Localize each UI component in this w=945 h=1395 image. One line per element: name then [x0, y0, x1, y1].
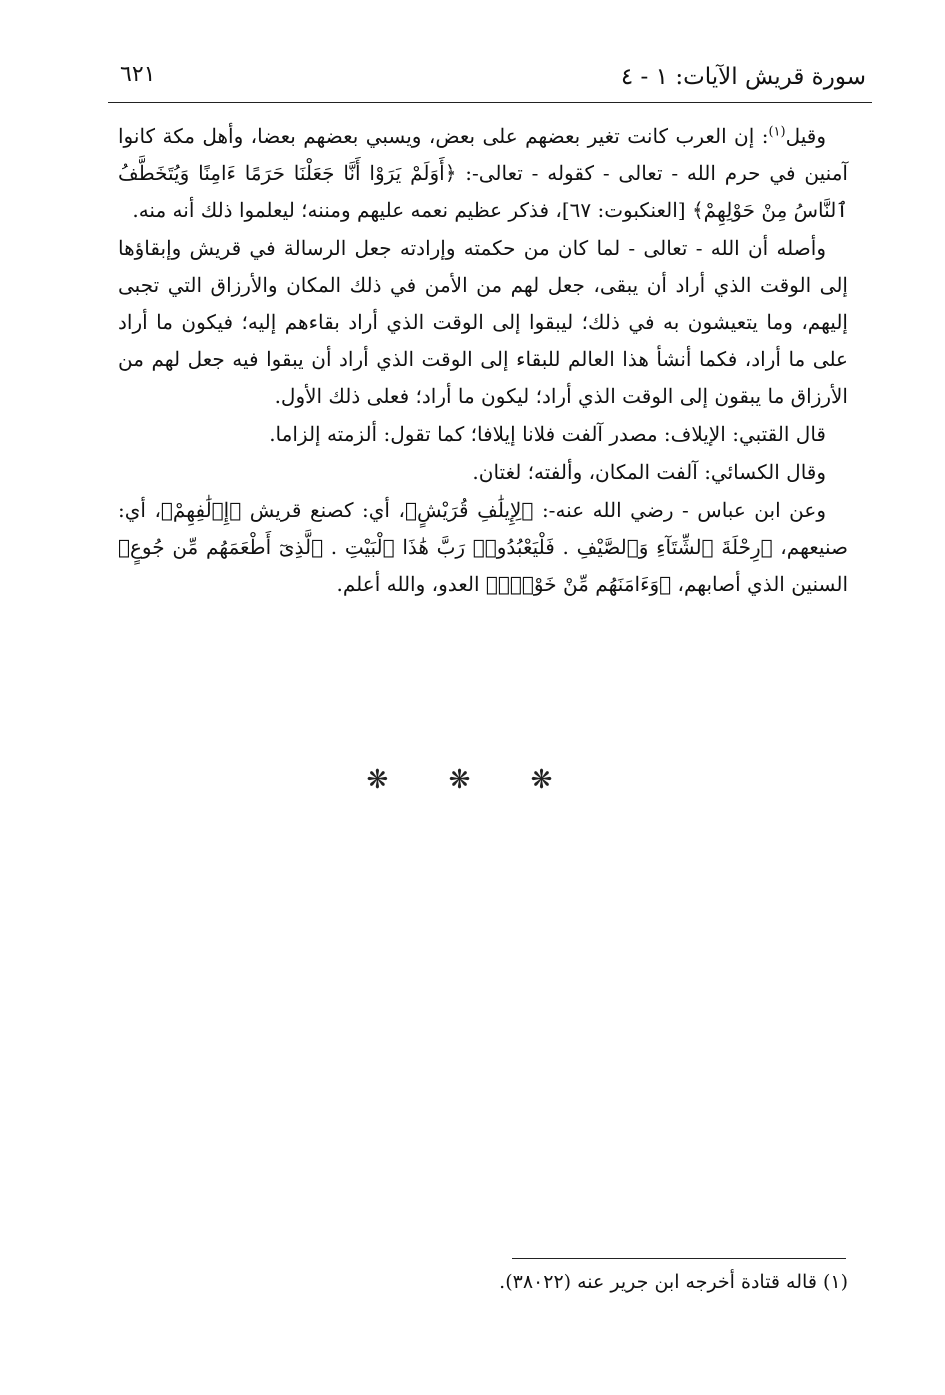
paragraph-text: وعن ابن عباس - رضي الله عنه-: ﴿لِإِيلَٰفِ قُرَيْشٍ﴾، أي: كصنع قريش ﴿إِۦلَٰفِهِمْ﴾، أي: صنيعهم، ﴿رِحْلَةَ ٱلشِّتَآءِ وَٱلصَّيْفِ . فَلْيَعْبُدُوا۟ رَبَّ هَٰذَا ٱلْبَيْتِ . ٱلَّذِىٓ أَطْعَمَهُم مِّن جُوعٍ﴾ السنين الذي أصابهم، ﴿وَءَامَنَهُم مِّنْ خَوْفٍۭ﴾ العدو، والله أعلم.: [118, 498, 848, 596]
surah-title: سورة قريش الآيات: ١ - ٤: [620, 64, 866, 90]
paragraph: [118, 454, 848, 491]
page-number: ٦٢١: [120, 62, 156, 87]
paragraph-text: قال القتبي: الإيلاف: مصدر آلفت فلانا إيلافا؛ كما تقول: ألزمته إلزاما.: [269, 422, 826, 446]
paragraph-text: وأصله أن الله - تعالى - لما كان من حكمته وإرادته جعل الرسالة في قريش وإبقاؤها إلى الوقت الذي أراد أن يبقى، جعل لهم من الأمن في ذلك المكان والأرزاق التي تجبى إليهم، وما يتعيشون به في ذلك؛ ليبقوا إلى الوقت الذي أراد بقاءهم إليه؛ فيكون ما أراد على ما أراد، فكما أنشأ هذا العالم للبقاء إلى الوقت الذي أراد أن يبقوا فيه جعل لهم من الأرزاق ما يبقون إلى الوقت الذي أراد؛ ليكون ما أراد؛ فعلى ذلك الأول.: [118, 236, 848, 408]
footnote-rule: [512, 1258, 846, 1259]
page-body: [118, 118, 848, 604]
paragraph-text: : إن العرب كانت تغير بعضهم على بعض، ويسبي بعضهم بعضا، وأهل مكة كانوا آمنين في حرم الله - تعالى - كقوله - تعالى-: ﴿أَوَلَمْ يَرَوْا أَنَّا جَعَلْنَا حَرَمًا ءَامِنًا وَيُتَخَطَّفُ ٱلنَّاسُ مِنْ حَوْلِهِمْ﴾ [العنكبوت: ٦٧]، فذكر عظيم نعمه عليهم ومننه؛ ليعلموا ذلك أنه منه.: [118, 124, 848, 222]
footnote-marker: (١): [768, 124, 786, 140]
page-header: [108, 52, 872, 103]
paragraph: [118, 118, 848, 229]
paragraph: [118, 416, 848, 453]
paragraph-lead: وقيل: [785, 124, 826, 148]
paragraph-text: وقال الكسائي: آلفت المكان، وألفته؛ لغتان.: [472, 460, 826, 484]
section-separator: ❋ ❋ ❋: [366, 765, 579, 795]
footnote: (١) قاله قتادة أخرجه ابن جرير عنه (٣٨٠٢٢).: [499, 1271, 848, 1293]
paragraph: [118, 492, 848, 603]
paragraph: [118, 230, 848, 415]
